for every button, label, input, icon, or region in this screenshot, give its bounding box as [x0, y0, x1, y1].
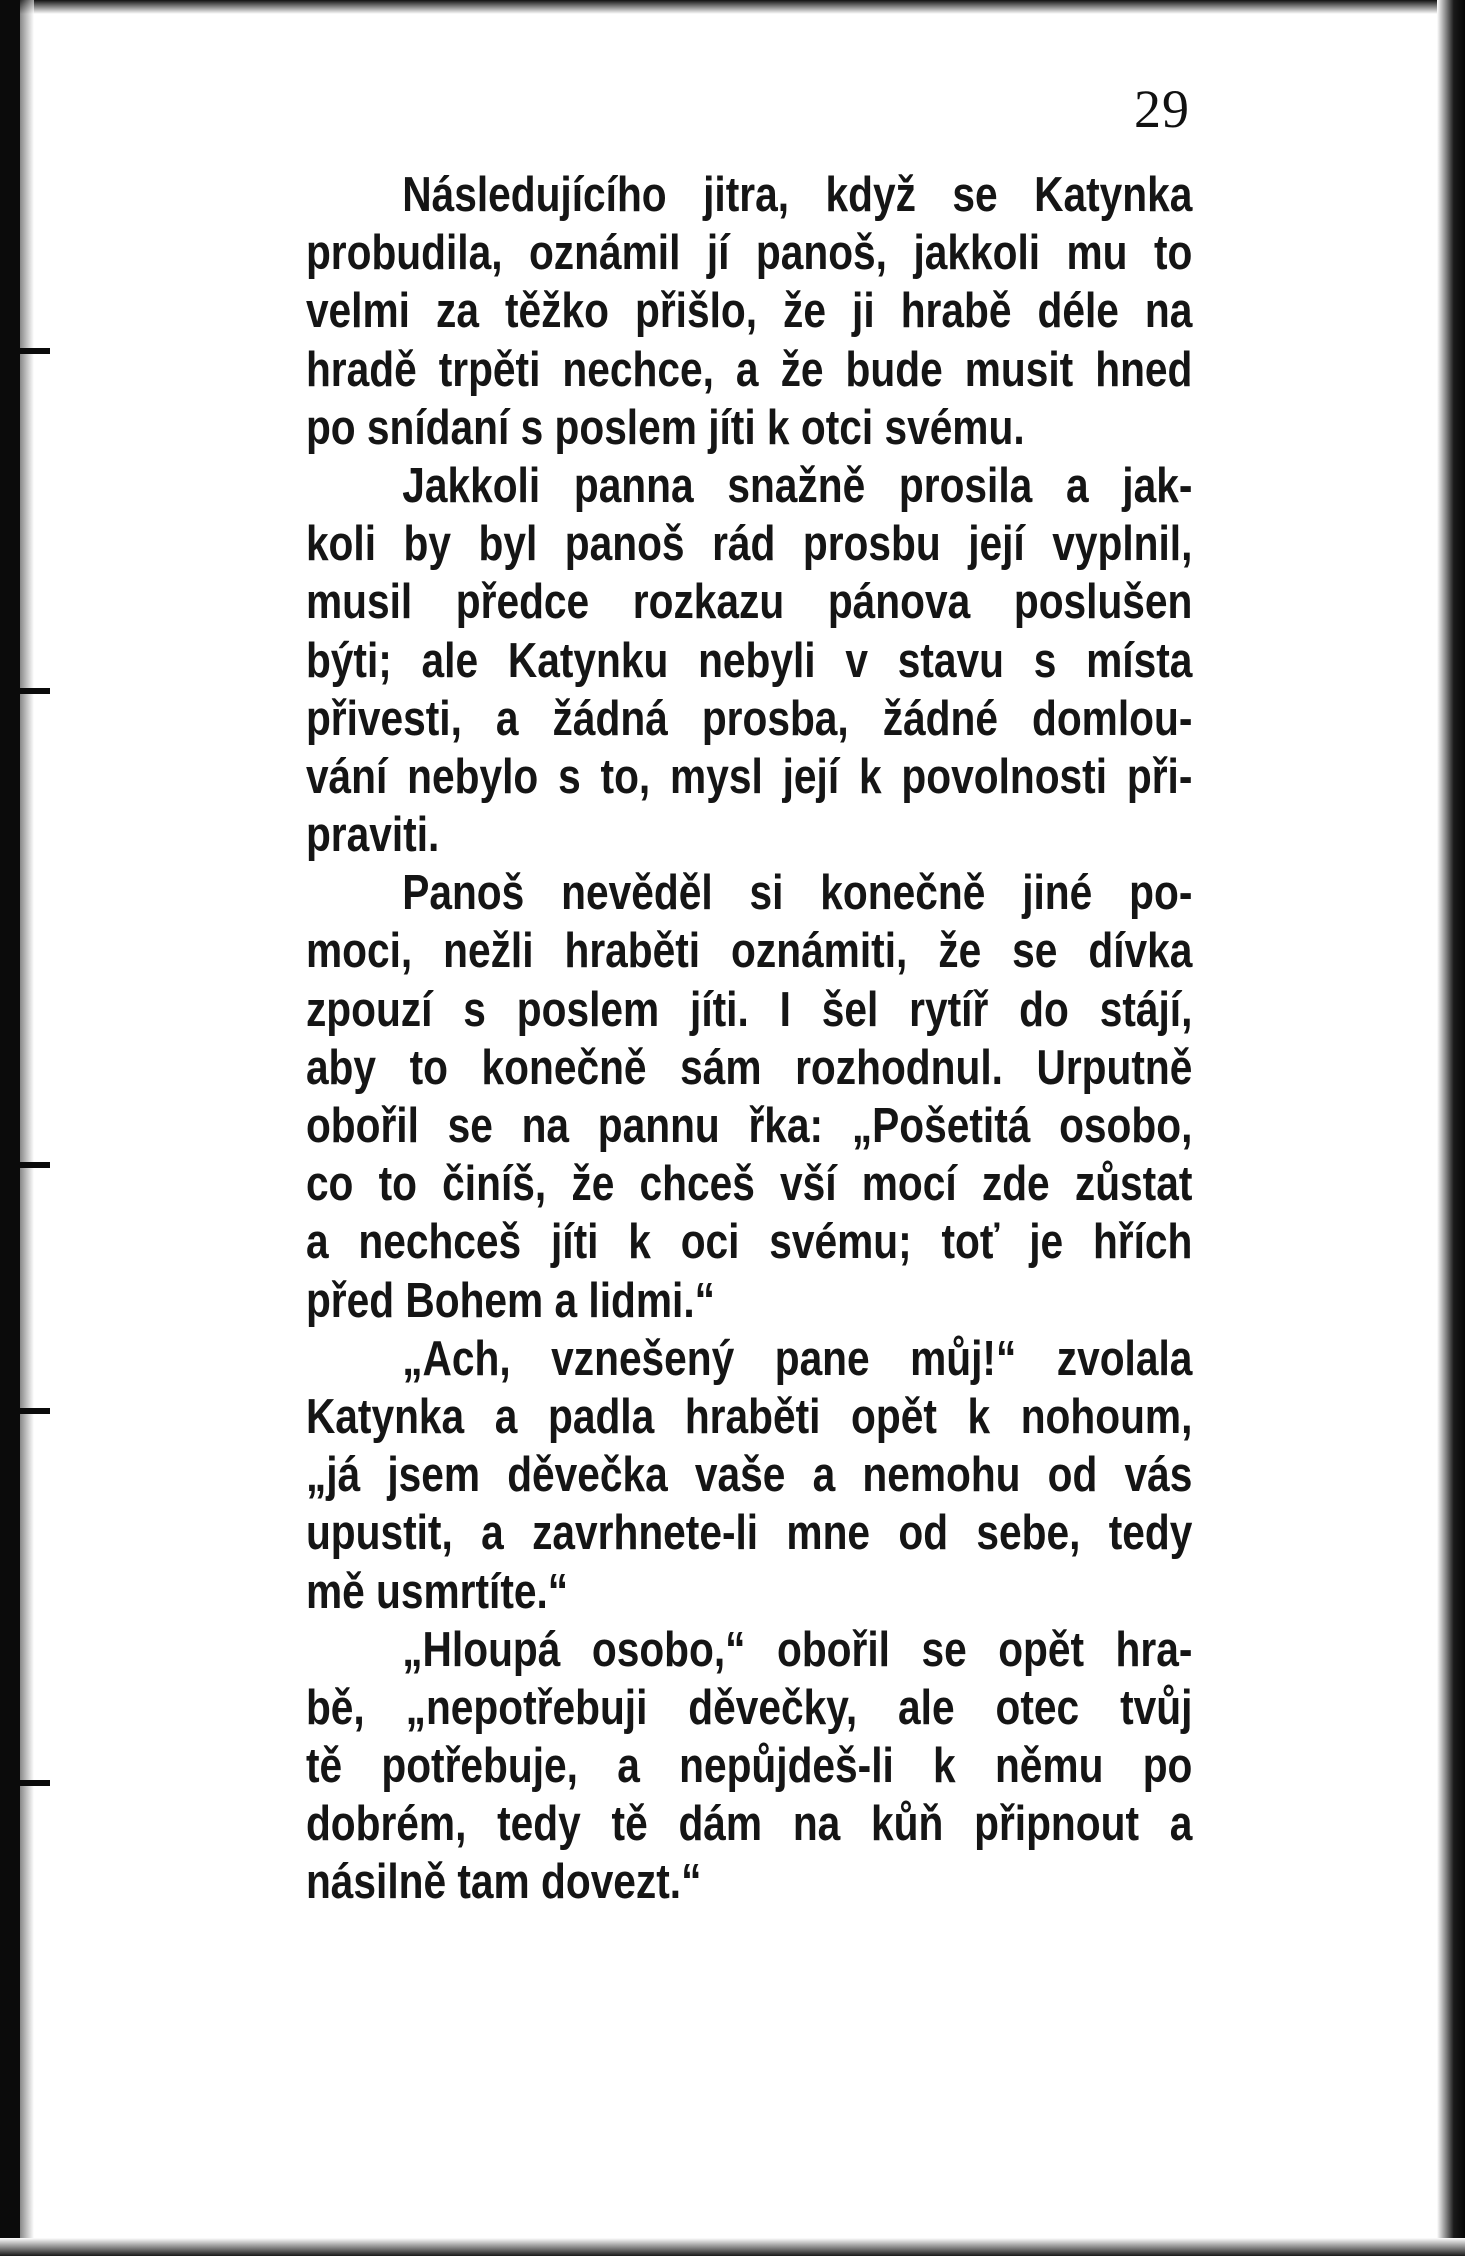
text-line: upustit, a zavrhnete-li mne od sebe, tedy [305, 1506, 1193, 1561]
text-line: dobrém, tedy tě dám na kůň připnout a [305, 1797, 1193, 1852]
text-line: aby to konečně sám rozhodnul. Urputně [305, 1040, 1193, 1095]
page-right-edge [1437, 0, 1465, 2256]
text-line: před Bohem a lidmi.“ [305, 1273, 715, 1328]
text-line: Jakkoli panna snažně prosila a jak- [402, 458, 1193, 513]
text-line: co to činíš, že chceš vší mocí zde zůstat [305, 1157, 1193, 1212]
text-line: Následujícího jitra, když se Katynka [402, 168, 1193, 222]
binding-mark [6, 1408, 50, 1414]
binding-mark [6, 348, 50, 354]
paragraph [208, 1621, 1192, 1912]
binding-edge [0, 0, 20, 2256]
text-line: mě usmrtíte.“ [305, 1564, 569, 1619]
paragraph [208, 864, 1192, 1330]
text-line: zpouzí s poslem jíti. I šel rytíř do stájí, [305, 982, 1193, 1037]
page-bottom-edge [0, 2238, 1465, 2256]
text-line: obořil se na pannu řka: „Pošetitá osobo, [305, 1099, 1193, 1153]
text-line: koli by byl panoš rád prosbu její vyplnil, [305, 517, 1193, 572]
text-line: po snídaní s poslem jíti k otci svému. [305, 400, 1025, 455]
text-line: „Hloupá osobo,“ obořil se opět hra- [402, 1622, 1193, 1677]
body-text [208, 166, 1192, 1912]
paragraph [208, 457, 1192, 864]
text-line: tě potřebuje, a nepůjdeš-li k němu po [305, 1739, 1193, 1794]
text-line: musil předce rozkazu pánova poslušen [305, 575, 1193, 630]
binding-mark [6, 688, 50, 694]
text-line: a nechceš jíti k oci svému; toť je hřích [305, 1215, 1193, 1270]
text-line: přivesti, a žádná prosba, žádné domlou- [305, 691, 1193, 746]
binding-shadow [20, 0, 34, 2256]
text-line: moci, nežli hraběti oznámiti, že se dívka [305, 924, 1193, 979]
text-line: velmi za těžko přišlo, že ji hrabě déle na [305, 284, 1193, 339]
text-line: Katynka a padla hraběti opět k nohoum, [305, 1389, 1193, 1444]
text-line: hradě trpěti nechce, a že bude musit hned [305, 342, 1193, 397]
binding-mark [6, 1780, 50, 1786]
page-top-edge [0, 0, 1465, 14]
text-line: býti; ale Katynku nebyli v stavu s místa [305, 633, 1193, 688]
text-line: vání nebylo s to, mysl její k povolnosti při- [305, 749, 1193, 804]
text-line: „já jsem děvečka vaše a nemohu od vás [305, 1448, 1193, 1503]
text-line: násilně tam dovezt.“ [305, 1855, 702, 1910]
text-line: „Ach, vznešený pane můj!“ zvolala [402, 1331, 1193, 1386]
text-line: probudila, oznámil jí panoš, jakkoli mu to [305, 226, 1193, 281]
page-number: 29 [1134, 79, 1190, 139]
paragraph [208, 166, 1192, 457]
binding-mark [6, 1162, 50, 1168]
paragraph [208, 1330, 1192, 1621]
text-line: Panoš nevěděl si konečně jiné po- [402, 866, 1193, 921]
text-line: praviti. [305, 808, 440, 863]
text-line: bě, „nepotřebuji děvečky, ale otec tvůj [305, 1680, 1193, 1735]
